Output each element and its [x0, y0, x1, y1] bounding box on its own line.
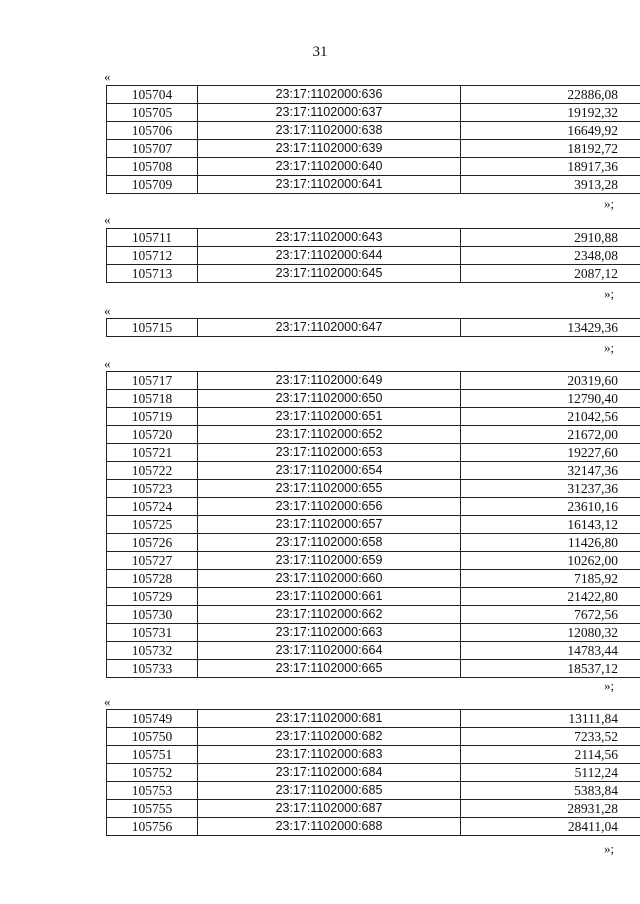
table-row [107, 104, 640, 122]
value-cell: 16143,12 [461, 516, 640, 534]
table-row [107, 122, 640, 140]
row-number-cell: 105733 [107, 660, 198, 678]
cadastral-number-cell: 23:17:1102000:636 [198, 86, 461, 104]
cadastral-number-cell: 23:17:1102000:684 [198, 764, 461, 782]
table-row [107, 372, 640, 390]
table-row [107, 247, 640, 265]
opening-quote: « [104, 69, 111, 84]
table-row [107, 746, 640, 764]
page-number: 31 [312, 44, 328, 60]
table-row [107, 176, 640, 194]
row-number-cell: 105721 [107, 444, 198, 462]
value-cell: 18917,36 [461, 158, 640, 176]
value-cell: 20319,60 [461, 372, 640, 390]
cadastral-table [106, 318, 640, 337]
value-cell: 12790,40 [461, 390, 640, 408]
value-cell: 16649,92 [461, 122, 640, 140]
table-row [107, 265, 640, 283]
row-number-cell: 105725 [107, 516, 198, 534]
row-number-cell: 105723 [107, 480, 198, 498]
value-cell: 21422,80 [461, 588, 640, 606]
value-cell: 2348,08 [461, 247, 640, 265]
row-number-cell: 105726 [107, 534, 198, 552]
row-number-cell: 105707 [107, 140, 198, 158]
table-row [107, 782, 640, 800]
cadastral-number-cell: 23:17:1102000:658 [198, 534, 461, 552]
cadastral-number-cell: 23:17:1102000:654 [198, 462, 461, 480]
row-number-cell: 105752 [107, 764, 198, 782]
row-number-cell: 105717 [107, 372, 198, 390]
opening-quote: « [104, 212, 111, 227]
table-row [107, 800, 640, 818]
table-row [107, 710, 640, 728]
cadastral-number-cell: 23:17:1102000:656 [198, 498, 461, 516]
cadastral-number-cell: 23:17:1102000:640 [198, 158, 461, 176]
cadastral-number-cell: 23:17:1102000:643 [198, 229, 461, 247]
row-number-cell: 105727 [107, 552, 198, 570]
row-number-cell: 105720 [107, 426, 198, 444]
cadastral-number-cell: 23:17:1102000:653 [198, 444, 461, 462]
row-number-cell: 105705 [107, 104, 198, 122]
value-cell: 18192,72 [461, 140, 640, 158]
value-cell: 22886,08 [461, 86, 640, 104]
cadastral-number-cell: 23:17:1102000:650 [198, 390, 461, 408]
cadastral-number-cell: 23:17:1102000:652 [198, 426, 461, 444]
opening-quote: « [104, 694, 111, 709]
row-number-cell: 105751 [107, 746, 198, 764]
table-row [107, 570, 640, 588]
cadastral-table [106, 371, 640, 678]
closing-quote: »; [604, 340, 615, 355]
cadastral-number-cell: 23:17:1102000:663 [198, 624, 461, 642]
value-cell: 11426,80 [461, 534, 640, 552]
row-number-cell: 105728 [107, 570, 198, 588]
table-row [107, 606, 640, 624]
row-number-cell: 105724 [107, 498, 198, 516]
cadastral-table [106, 709, 640, 836]
table-row [107, 408, 640, 426]
cadastral-number-cell: 23:17:1102000:637 [198, 104, 461, 122]
cadastral-number-cell: 23:17:1102000:687 [198, 800, 461, 818]
value-cell: 12080,32 [461, 624, 640, 642]
row-number-cell: 105755 [107, 800, 198, 818]
table-row [107, 498, 640, 516]
row-number-cell: 105713 [107, 265, 198, 283]
closing-quote: »; [604, 841, 615, 856]
cadastral-number-cell: 23:17:1102000:681 [198, 710, 461, 728]
table-row [107, 444, 640, 462]
value-cell: 21672,00 [461, 426, 640, 444]
cadastral-number-cell: 23:17:1102000:688 [198, 818, 461, 836]
cadastral-number-cell: 23:17:1102000:649 [198, 372, 461, 390]
value-cell: 7233,52 [461, 728, 640, 746]
value-cell: 7185,92 [461, 570, 640, 588]
row-number-cell: 105712 [107, 247, 198, 265]
value-cell: 19227,60 [461, 444, 640, 462]
table-row [107, 516, 640, 534]
opening-quote: « [104, 356, 111, 371]
row-number-cell: 105709 [107, 176, 198, 194]
cadastral-number-cell: 23:17:1102000:665 [198, 660, 461, 678]
table-row [107, 764, 640, 782]
row-number-cell: 105708 [107, 158, 198, 176]
value-cell: 28411,04 [461, 818, 640, 836]
cadastral-number-cell: 23:17:1102000:639 [198, 140, 461, 158]
cadastral-number-cell: 23:17:1102000:661 [198, 588, 461, 606]
closing-quote: »; [604, 678, 615, 693]
table-row [107, 426, 640, 444]
cadastral-number-cell: 23:17:1102000:664 [198, 642, 461, 660]
table-row [107, 158, 640, 176]
cadastral-number-cell: 23:17:1102000:683 [198, 746, 461, 764]
table-row [107, 229, 640, 247]
value-cell: 32147,36 [461, 462, 640, 480]
row-number-cell: 105756 [107, 818, 198, 836]
table-row [107, 86, 640, 104]
value-cell: 13429,36 [461, 319, 640, 337]
row-number-cell: 105753 [107, 782, 198, 800]
cadastral-number-cell: 23:17:1102000:641 [198, 176, 461, 194]
value-cell: 5112,24 [461, 764, 640, 782]
table-row [107, 390, 640, 408]
value-cell: 28931,28 [461, 800, 640, 818]
table-row [107, 588, 640, 606]
row-number-cell: 105719 [107, 408, 198, 426]
cadastral-number-cell: 23:17:1102000:662 [198, 606, 461, 624]
opening-quote: « [104, 303, 111, 318]
cadastral-number-cell: 23:17:1102000:660 [198, 570, 461, 588]
table-row [107, 534, 640, 552]
table-row [107, 660, 640, 678]
cadastral-number-cell: 23:17:1102000:644 [198, 247, 461, 265]
row-number-cell: 105731 [107, 624, 198, 642]
value-cell: 13111,84 [461, 710, 640, 728]
table-row [107, 818, 640, 836]
value-cell: 10262,00 [461, 552, 640, 570]
row-number-cell: 105711 [107, 229, 198, 247]
cadastral-number-cell: 23:17:1102000:655 [198, 480, 461, 498]
cadastral-number-cell: 23:17:1102000:685 [198, 782, 461, 800]
row-number-cell: 105729 [107, 588, 198, 606]
value-cell: 18537,12 [461, 660, 640, 678]
value-cell: 21042,56 [461, 408, 640, 426]
closing-quote: »; [604, 196, 615, 211]
table-row [107, 319, 640, 337]
cadastral-table [106, 228, 640, 283]
table-row [107, 642, 640, 660]
cadastral-number-cell: 23:17:1102000:651 [198, 408, 461, 426]
cadastral-number-cell: 23:17:1102000:659 [198, 552, 461, 570]
row-number-cell: 105704 [107, 86, 198, 104]
row-number-cell: 105706 [107, 122, 198, 140]
cadastral-number-cell: 23:17:1102000:657 [198, 516, 461, 534]
value-cell: 31237,36 [461, 480, 640, 498]
value-cell: 14783,44 [461, 642, 640, 660]
table-row [107, 552, 640, 570]
value-cell: 2910,88 [461, 229, 640, 247]
value-cell: 3913,28 [461, 176, 640, 194]
table-row [107, 140, 640, 158]
row-number-cell: 105722 [107, 462, 198, 480]
table-row [107, 462, 640, 480]
row-number-cell: 105750 [107, 728, 198, 746]
cadastral-table [106, 85, 640, 194]
value-cell: 2114,56 [461, 746, 640, 764]
row-number-cell: 105749 [107, 710, 198, 728]
row-number-cell: 105718 [107, 390, 198, 408]
table-row [107, 624, 640, 642]
cadastral-number-cell: 23:17:1102000:638 [198, 122, 461, 140]
value-cell: 7672,56 [461, 606, 640, 624]
value-cell: 19192,32 [461, 104, 640, 122]
row-number-cell: 105730 [107, 606, 198, 624]
table-row [107, 728, 640, 746]
cadastral-number-cell: 23:17:1102000:682 [198, 728, 461, 746]
table-row [107, 480, 640, 498]
value-cell: 2087,12 [461, 265, 640, 283]
row-number-cell: 105715 [107, 319, 198, 337]
value-cell: 5383,84 [461, 782, 640, 800]
closing-quote: »; [604, 286, 615, 301]
cadastral-number-cell: 23:17:1102000:645 [198, 265, 461, 283]
cadastral-number-cell: 23:17:1102000:647 [198, 319, 461, 337]
value-cell: 23610,16 [461, 498, 640, 516]
row-number-cell: 105732 [107, 642, 198, 660]
